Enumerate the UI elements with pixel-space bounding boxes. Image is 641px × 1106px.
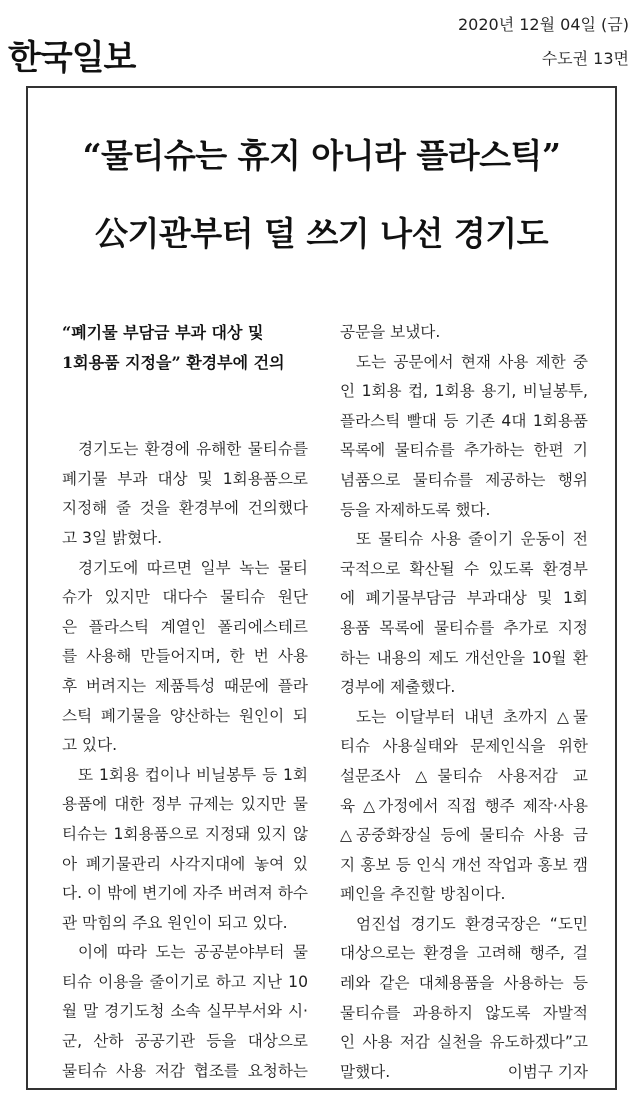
body-line: 월 말 경기도청 소속 실무부서와 시· (62, 1002, 308, 1021)
last-line-with-byline (340, 1058, 588, 1088)
body-line: 공문을 보냈다. (340, 323, 441, 341)
body-line: 물티슈 사용 저감 협조를 요청하는 (62, 1061, 308, 1080)
body-line: 이에 따라 도는 공공분야부터 물 (78, 943, 308, 962)
body-line: 고 있다. (62, 736, 118, 755)
body-line: △공중화장실 등에 물티슈 사용 금 (340, 826, 588, 845)
article-column-right (340, 318, 588, 1087)
body-line: 플라스틱 빨대 등 기존 4대 1회용품 (340, 411, 588, 430)
section-page: 수도권 13면 (541, 49, 629, 68)
body-line: 설문조사 △물티슈 사용저감 교 (340, 766, 588, 785)
body-line: 엄진섭 경기도 환경국장은 “도민 (356, 914, 588, 933)
body-line: 티슈 사용실태와 문제인식을 위한 (340, 737, 588, 756)
body-line: 용품 목록에 물티슈를 추가로 지정 (340, 618, 588, 637)
body-line: 스틱 폐기물을 양산하는 원인이 되 (62, 706, 308, 725)
body-line: 관 막힘의 주요 원인이 되고 있다. (62, 913, 288, 932)
body-line: 지정해 줄 것을 환경부에 건의했다 (62, 499, 308, 518)
body-line: 은 플라스틱 계열인 폴리에스테르 (62, 617, 308, 636)
body-line: 에 폐기물부담금 부과대상 및 1회 (340, 589, 588, 608)
body-line: 슈가 있지만 대다수 물티슈 원단 (62, 588, 308, 607)
body-line: 대상으로는 환경을 고려해 행주, 걸 (340, 944, 588, 963)
body-line: 용품에 대한 정부 규제는 있지만 물 (62, 795, 308, 814)
body-line: 물티슈를 과용하지 않도록 자발적 (340, 1003, 588, 1022)
body-line: 국적으로 확산될 수 있도록 환경부 (340, 559, 588, 578)
body-line: 폐기물 부과 대상 및 1회용품으로 (62, 469, 308, 488)
body-line: 군, 산하 공공기관 등을 대상으로 (62, 1032, 308, 1051)
body-line: 념품으로 물티슈를 제공하는 행위 (340, 470, 588, 489)
body-line: 하는 내용의 제도 개선안을 10월 환 (340, 648, 588, 667)
publication-date: 2020년 12월 04일 (금) (457, 15, 629, 34)
body-line: 인 1회용 컵, 1회용 용기, 비닐봉투, (340, 382, 588, 401)
body-line: 경기도는 환경에 유해한 물티슈를 (78, 440, 308, 459)
body-line: 를 사용해 만들어지며, 한 번 사용 (62, 647, 308, 666)
body-line: 후 버려지는 제품특성 때문에 플라 (62, 676, 308, 695)
body-line: 티슈는 1회용품으로 지정돼 있지 않 (62, 824, 308, 843)
subheading-line-2: 1회용품 지정을” 환경부에 건의 (62, 352, 285, 372)
body-line: 등을 자제하도록 했다. (340, 500, 491, 519)
headline-line-2: 公기관부터 덜 쓰기 나선 경기도 (95, 214, 548, 253)
body-line: 도는 이달부터 내년 초까지 △물 (356, 707, 588, 726)
body-line: 아 폐기물관리 사각지대에 놓여 있 (62, 854, 308, 873)
body-line: 또 1회용 컵이나 비닐봉투 등 1회 (78, 765, 308, 784)
subheading-line-1: “폐기물 부담금 부과 대상 및 (62, 323, 264, 342)
newspaper-logo: 한국일보 (8, 39, 136, 77)
body-line: 또 물티슈 사용 줄이기 운동이 전 (356, 530, 588, 549)
article-column-left (62, 318, 308, 1086)
body-line: 레와 같은 대체용품을 사용하는 등 (340, 974, 588, 993)
byline: 이범구 기자 (507, 1062, 588, 1081)
body-line: 다. 이 밖에 변기에 자주 버려져 하수 (62, 884, 308, 903)
body-line: 티슈 이용을 줄이기로 하고 지난 10 (62, 972, 308, 991)
body-line: 도는 공문에서 현재 사용 제한 중 (356, 352, 588, 371)
body-line: 지 홍보 등 인식 개선 작업과 홍보 캠 (340, 855, 588, 874)
body-line: 경기도에 따르면 일부 녹는 물티 (78, 558, 308, 577)
body-line: 말했다. (340, 1062, 391, 1081)
body-line: 목록에 물티슈를 추가하는 한편 기 (340, 441, 588, 460)
headline-line-1: “물티슈는 휴지 아니라 플라스틱” (82, 136, 561, 175)
body-line: 경부에 제출했다. (340, 678, 456, 697)
body-line: 페인을 추진할 방침이다. (340, 885, 506, 904)
body-line: 인 사용 저감 실천을 유도하겠다”고 (340, 1033, 588, 1052)
body-line: 고 3일 밝혔다. (62, 528, 163, 547)
body-line: 육 △가정에서 직접 행주 제작·사용 (340, 796, 588, 815)
